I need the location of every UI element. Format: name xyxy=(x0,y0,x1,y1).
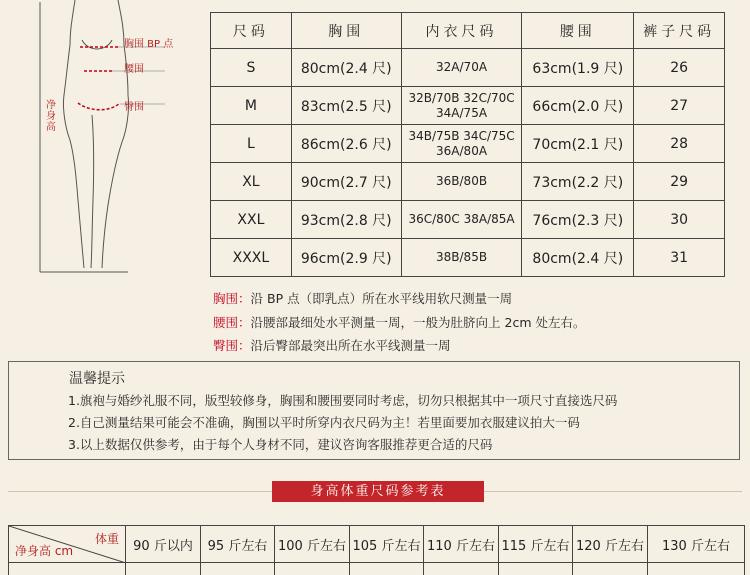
cell-bra: 38B/85B xyxy=(401,239,522,277)
tips-box xyxy=(8,361,740,460)
table-row xyxy=(211,163,725,201)
table-row xyxy=(211,239,725,277)
body-silhouette xyxy=(0,0,205,280)
corner-weight-label: 体重 xyxy=(94,532,119,546)
cell-size: S xyxy=(211,49,292,87)
cell-bust: 80cm(2.4 尺) xyxy=(291,49,401,87)
cell-waist: 73cm(2.2 尺) xyxy=(522,163,634,201)
cell-pants: 30 xyxy=(634,201,725,239)
corner-cell xyxy=(9,526,126,563)
cell-pants: 31 xyxy=(634,239,725,277)
size-table-header xyxy=(211,13,725,49)
weight-col: 120 斤左右 xyxy=(573,526,648,563)
cell-pants: 28 xyxy=(634,125,725,163)
table-cell xyxy=(201,563,275,575)
corner-height-label: 净身高 cm xyxy=(15,544,74,558)
size-chart-table xyxy=(210,12,725,277)
cell-size: L xyxy=(211,125,292,163)
note-hip xyxy=(213,334,585,358)
cell-size: XL xyxy=(211,163,292,201)
table-cell xyxy=(499,563,573,575)
body-measurement-figure xyxy=(0,0,205,280)
cell-bust: 96cm(2.9 尺) xyxy=(291,239,401,277)
table-row xyxy=(211,49,725,87)
tips-list xyxy=(68,390,617,456)
table-row xyxy=(9,563,745,575)
weight-col: 115 斤左右 xyxy=(499,526,573,563)
bp-label: 胸围 BP 点 xyxy=(124,39,174,50)
cell-waist: 76cm(2.3 尺) xyxy=(522,201,634,239)
weight-col: 110 斤左右 xyxy=(424,526,499,563)
weight-col: 105 斤左右 xyxy=(350,526,424,563)
note-text: 沿后臀部最突出所在水平线测量一周 xyxy=(250,338,451,353)
cell-waist: 70cm(2.1 尺) xyxy=(522,125,634,163)
table-cell xyxy=(350,563,424,575)
cell-waist: 80cm(2.4 尺) xyxy=(522,239,634,277)
cell-waist: 63cm(1.9 尺) xyxy=(522,49,634,87)
list-item: 3.以上数据仅供参考，由于每个人身材不同，建议咨询客服推荐更合适的尺码 xyxy=(68,437,493,452)
hip-label: 臀围 xyxy=(124,102,144,113)
cell-waist: 66cm(2.0 尺) xyxy=(522,87,634,125)
cell-bra: 36B/80B xyxy=(401,163,522,201)
weight-col: 100 斤左右 xyxy=(275,526,350,563)
note-waist xyxy=(213,311,585,335)
header-size: 尺码 xyxy=(211,13,292,49)
cell-size: XXXL xyxy=(211,239,292,277)
cell-bust: 83cm(2.5 尺) xyxy=(291,87,401,125)
height-label: 净身高 xyxy=(46,100,56,133)
cell-bra: 36C/80C 38A/85A xyxy=(401,201,522,239)
weight-header-row xyxy=(9,526,745,563)
header-waist: 腰围 xyxy=(522,13,634,49)
height-weight-table xyxy=(8,525,745,575)
table-row xyxy=(211,201,725,239)
table-cell xyxy=(275,563,350,575)
cell-bust: 90cm(2.7 尺) xyxy=(291,163,401,201)
cell-pants: 29 xyxy=(634,163,725,201)
table-cell xyxy=(573,563,648,575)
header-bust: 胸围 xyxy=(291,13,401,49)
waist-label: 腰围 xyxy=(124,64,144,75)
cell-pants: 26 xyxy=(634,49,725,87)
weight-col: 90 斤以内 xyxy=(126,526,201,563)
table-row xyxy=(211,87,725,125)
weight-col: 95 斤左右 xyxy=(201,526,275,563)
cell-bra: 34B/75B 34C/75C 36A/80A xyxy=(401,125,522,163)
note-text: 沿 BP 点（即乳点）所在水平线用软尺测量一周 xyxy=(250,291,513,306)
cell-bra: 32A/70A xyxy=(401,49,522,87)
table-cell xyxy=(424,563,499,575)
note-key: 腰围： xyxy=(213,314,251,330)
cell-size: M xyxy=(211,87,292,125)
weight-col: 130 斤左右 xyxy=(648,526,745,563)
table-cell xyxy=(9,563,126,575)
measurement-notes xyxy=(213,287,585,358)
header-bra: 内衣尺码 xyxy=(401,13,522,49)
table-cell xyxy=(126,563,201,575)
header-pants: 裤子尺码 xyxy=(634,13,725,49)
cell-size: XXL xyxy=(211,201,292,239)
cell-bust: 86cm(2.6 尺) xyxy=(291,125,401,163)
table-cell xyxy=(648,563,745,575)
note-text: 沿腰部最细处水平测量一周，一般为肚脐向上 2cm 处左右。 xyxy=(250,314,586,330)
note-bust xyxy=(213,287,585,311)
cell-bra: 32B/70B 32C/70C 34A/75A xyxy=(401,87,522,125)
cell-bust: 93cm(2.8 尺) xyxy=(291,201,401,239)
note-key: 胸围： xyxy=(213,291,251,306)
section-banner: 身高体重尺码参考表 xyxy=(272,481,484,502)
cell-pants: 27 xyxy=(634,87,725,125)
table-row xyxy=(211,125,725,163)
list-item: 1.旗袍与婚纱礼服不同，版型较修身，胸围和腰围要同时考虑，切勿只根据其中一项尺寸直接选尺码 xyxy=(68,393,618,408)
tips-title: 温馨提示 xyxy=(69,371,125,387)
list-item: 2.自己测量结果可能会不准确，胸围以平时所穿内衣尺码为主！若里面要加衣服建议拍大一码 xyxy=(68,415,580,430)
note-key: 臀围： xyxy=(213,338,251,353)
